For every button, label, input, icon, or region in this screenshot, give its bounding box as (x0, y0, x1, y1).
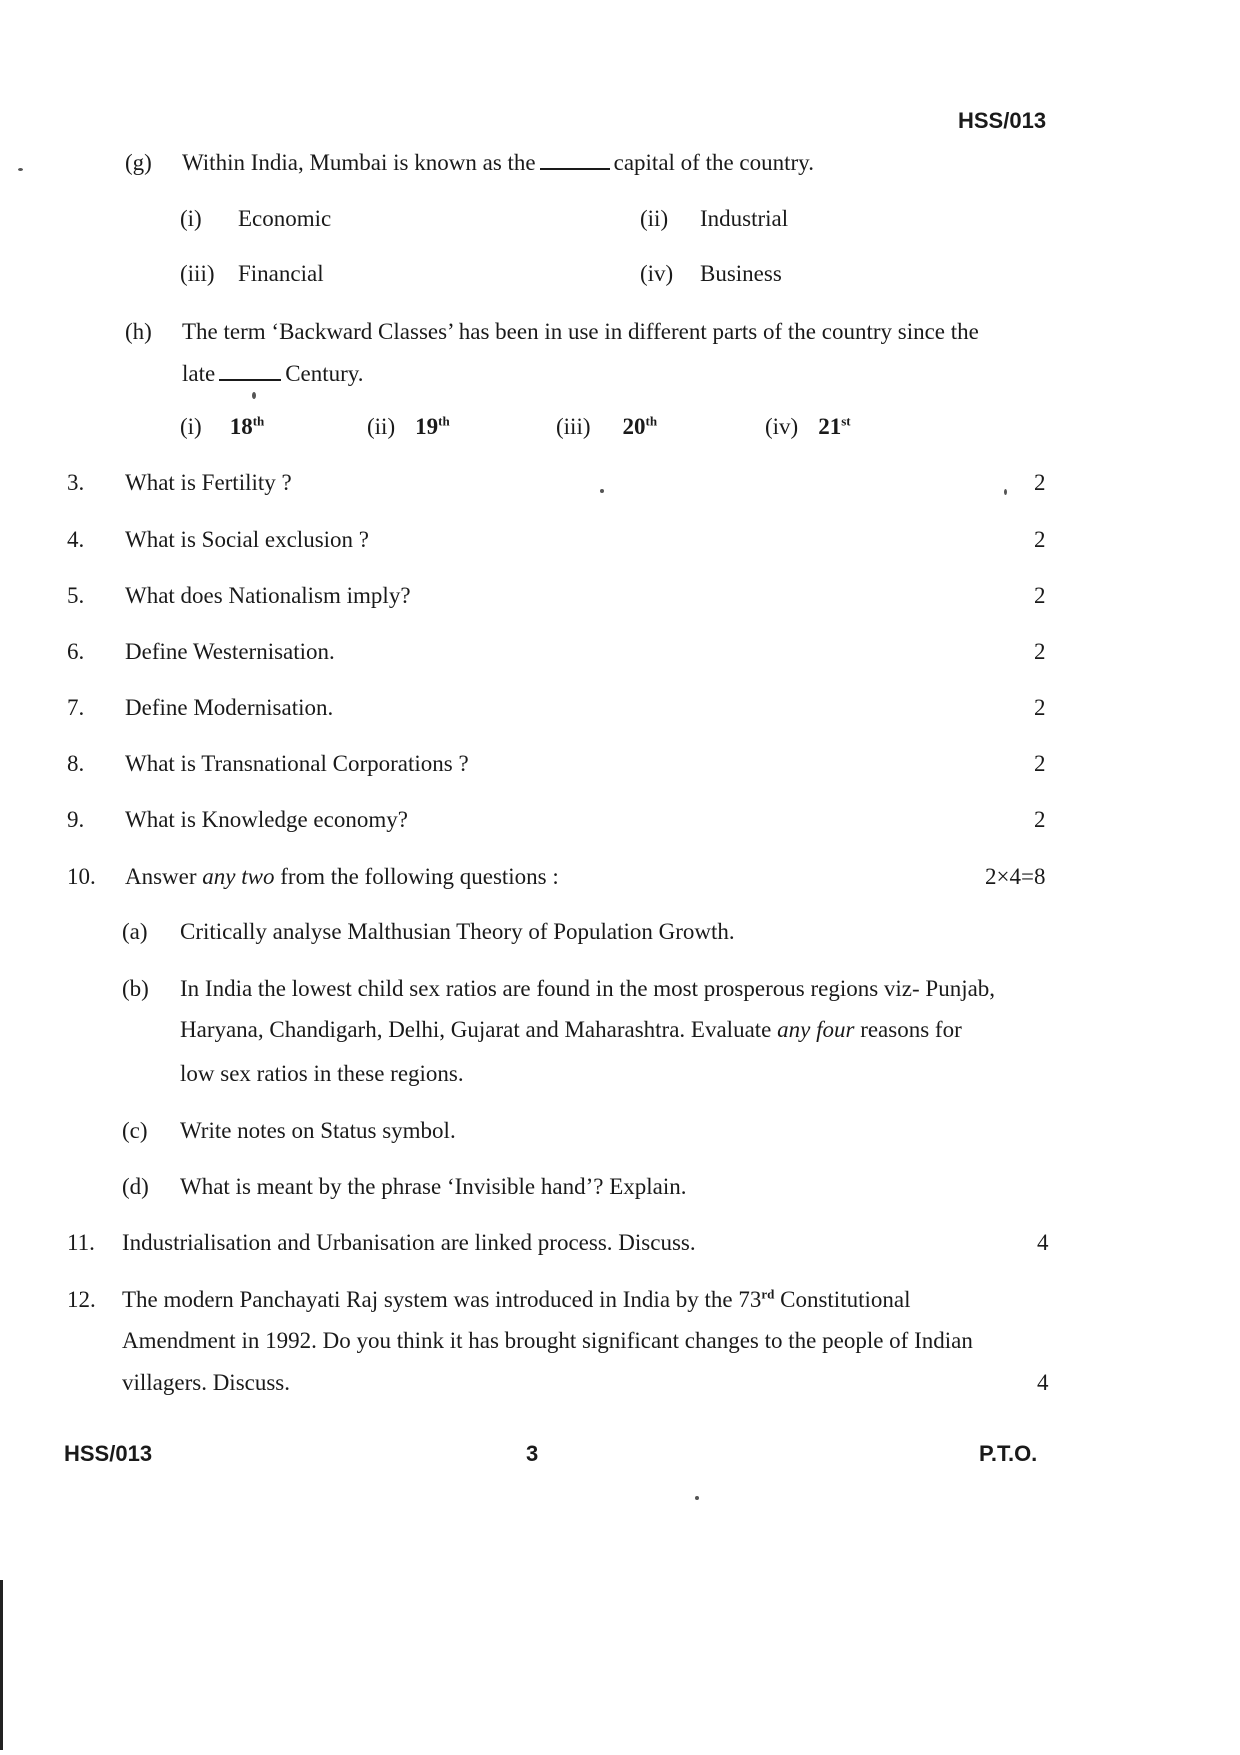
scan-speck (600, 489, 604, 493)
question-number: 7. (67, 695, 85, 720)
question-text: What does Nationalism imply? (125, 583, 411, 608)
question-11-marks: 4 (1037, 1230, 1049, 1255)
option-g-2-text: Industrial (700, 206, 789, 231)
question-text: What is Knowledge economy? (125, 807, 408, 832)
scan-edge-mark (0, 1580, 3, 1750)
subquestion-label: (b) (122, 976, 149, 1001)
question-10-text: Answer any two from the following questions : (125, 864, 559, 889)
question-number: 5. (67, 583, 85, 608)
option-h-3: (iii) 20th (556, 413, 658, 439)
option-g-4-num: (iv) (640, 261, 674, 286)
option-g-3-text: Financial (238, 261, 324, 286)
scan-speck (18, 168, 23, 171)
scan-speck (695, 1496, 699, 1500)
scan-speck (252, 392, 256, 399)
question-number: 8. (67, 751, 85, 776)
question-marks: 2 (1034, 695, 1046, 720)
option-h-2: (ii) 19th (367, 413, 450, 439)
question-marks: 2 (1034, 751, 1046, 776)
subquestion-label: (c) (122, 1118, 148, 1143)
question-h-line1: The term ‘Backward Classes’ has been in use in different parts of the country since the (182, 319, 979, 344)
subquestion-c-text: Write notes on Status symbol. (180, 1118, 456, 1143)
question-g-text: Within India, Mumbai is known as the capital of the country. (182, 150, 814, 175)
subquestion-d-text: What is meant by the phrase ‘Invisible hand’? Explain. (180, 1174, 687, 1199)
question-number: 12. (67, 1287, 96, 1312)
question-12-line2: Amendment in 1992. Do you think it has brought significant changes to the people of Indian (122, 1328, 973, 1353)
subquestion-b-line2: Haryana, Chandigarh, Delhi, Gujarat and Maharashtra. Evaluate any four reasons for (180, 1017, 962, 1042)
question-number: 6. (67, 639, 85, 664)
option-g-1-num: (i) (180, 206, 202, 231)
question-marks: 2 (1034, 639, 1046, 664)
option-g-2-num: (ii) (640, 206, 669, 231)
question-number: 10. (67, 864, 96, 889)
question-12-marks: 4 (1037, 1370, 1049, 1395)
question-marks: 2 (1034, 470, 1046, 495)
question-h-line2: late Century. (182, 361, 364, 386)
question-text: What is Transnational Corporations ? (125, 751, 469, 776)
header-course-code: HSS/013 (958, 108, 1047, 133)
option-h-1: (i) 18th (180, 413, 265, 439)
question-number: 3. (67, 470, 85, 495)
question-text: What is Social exclusion ? (125, 527, 369, 552)
subquestion-label: (a) (122, 919, 148, 944)
question-g-label: (g) (125, 150, 152, 175)
question-marks: 2 (1034, 527, 1046, 552)
question-marks: 2 (1034, 583, 1046, 608)
option-g-1-text: Economic (238, 206, 332, 231)
question-h-label: (h) (125, 319, 152, 344)
footer-pto: P.T.O. (979, 1441, 1038, 1466)
question-10-marks: 2×4=8 (985, 864, 1046, 889)
subquestion-label: (d) (122, 1174, 149, 1199)
subquestion-b-line3: low sex ratios in these regions. (180, 1061, 464, 1086)
question-11-text: Industrialisation and Urbanisation are linked process. Discuss. (122, 1230, 696, 1255)
subquestion-a-text: Critically analyse Malthusian Theory of Population Growth. (180, 919, 735, 944)
footer-page-number: 3 (526, 1441, 539, 1466)
subquestion-b-line1: In India the lowest child sex ratios are found in the most prosperous regions viz- Punjab, (180, 976, 996, 1001)
fill-blank (219, 361, 281, 381)
question-marks: 2 (1034, 807, 1046, 832)
question-number: 4. (67, 527, 85, 552)
footer-course-code: HSS/013 (64, 1441, 153, 1466)
option-g-3-num: (iii) (180, 261, 215, 286)
question-text: Define Westernisation. (125, 639, 335, 664)
question-12-line1: The modern Panchayati Raj system was introduced in India by the 73rd Constitutional (122, 1286, 911, 1312)
question-text: Define Modernisation. (125, 695, 334, 720)
question-text: What is Fertility ? (125, 470, 292, 495)
fill-blank (540, 150, 610, 170)
question-number: 11. (67, 1230, 95, 1255)
option-h-4: (iv) 21st (765, 413, 851, 439)
option-g-4-text: Business (700, 261, 782, 286)
scan-speck (1004, 489, 1007, 495)
question-12-line3: villagers. Discuss. (122, 1370, 291, 1395)
question-number: 9. (67, 807, 85, 832)
